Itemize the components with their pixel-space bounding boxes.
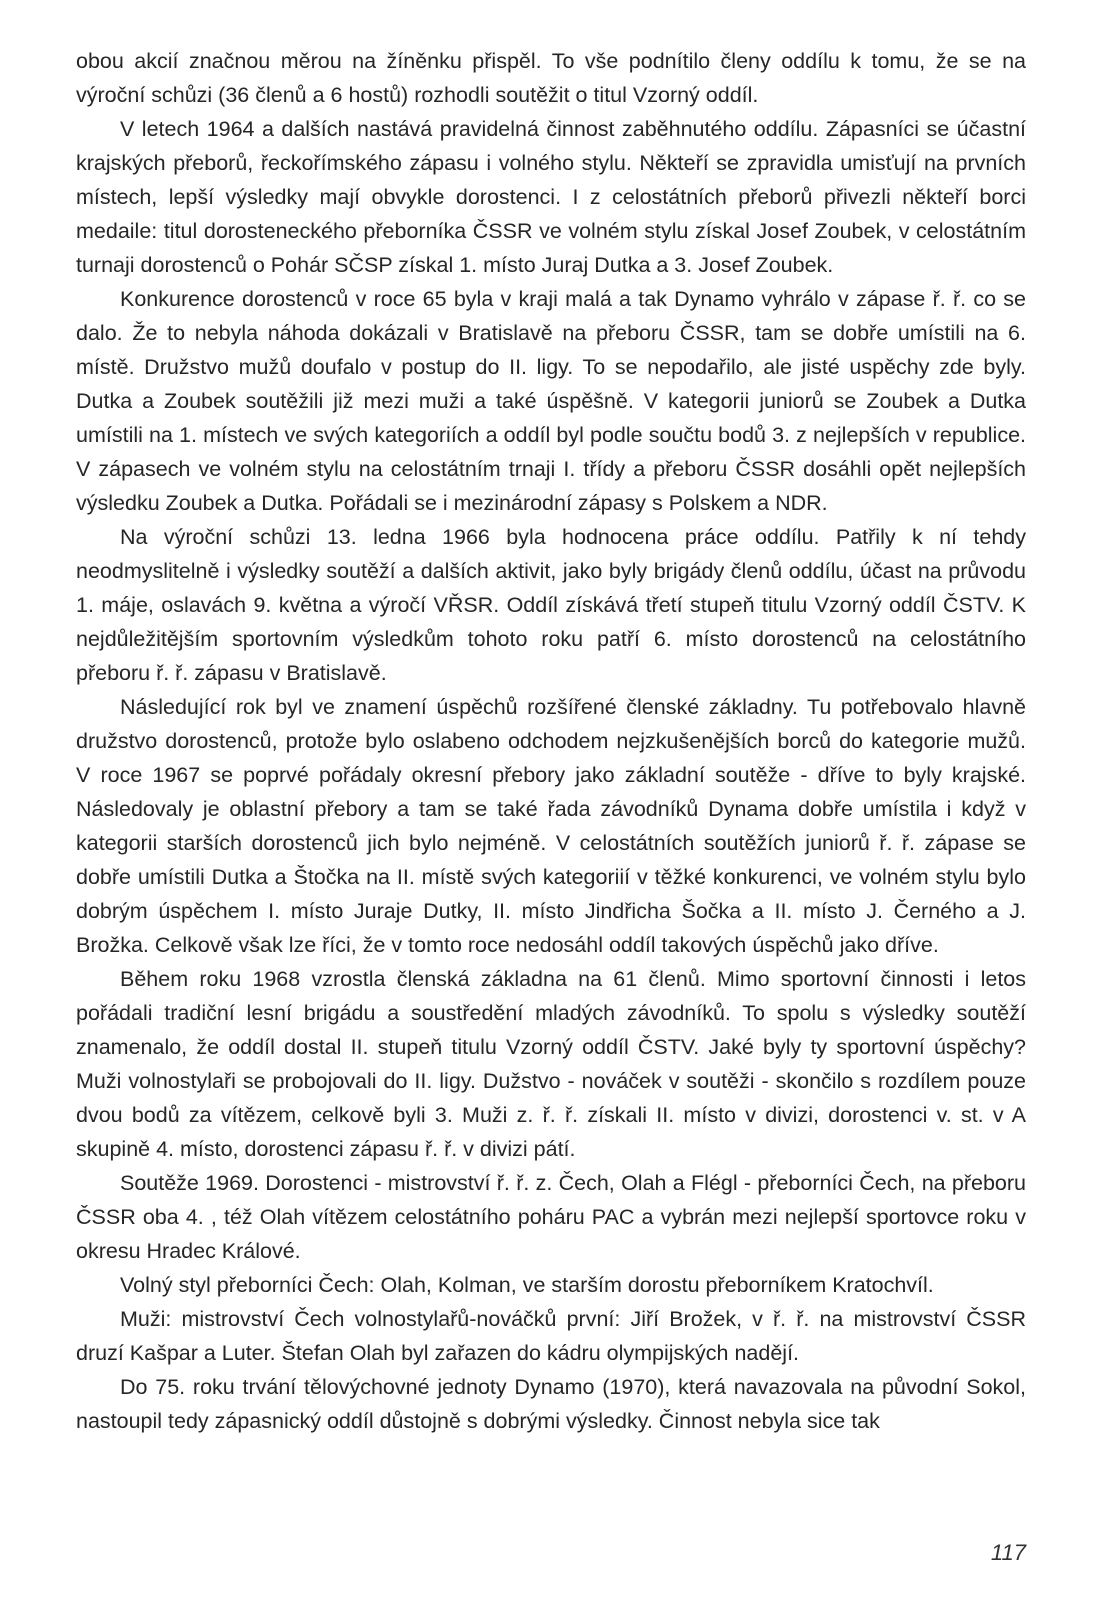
paragraph-10: Do 75. roku trvání tělovýchovné jednoty Dynamo (1970), která navazovala na původní Sokol, nastoupil tedy zápasnický oddíl důstojně s dobrými výsledky. Činnost nebyla sice tak [76, 1375, 1026, 1433]
paragraph-8: Volný styl přeborníci Čech: Olah, Kolman, ve starším dorostu přeborníkem Kratochvíl. [120, 1273, 934, 1297]
paragraph-9: Muži: mistrovství Čech volnostylařů-nováčků první: Jiří Brožek, v ř. ř. na mistrovství ČSSR druzí Kašpar a Luter. Štefan Olah byl zařazen do kádru olympijských nadějí. [76, 1307, 1026, 1365]
paragraph-5: Následující rok byl ve znamení úspěchů rozšířené členské základny. Tu potřebovalo hlavně družstvo dorostenců, protože bylo oslabeno odchodem nejzkušenějších borců do kategorie mužů. V roce 1967 se poprvé pořádaly okresní přebory jako základní soutěže - dříve to byly krajské. Následovaly je oblastní přebory a tam se také řada závodníků Dynama dobře umístila i když v kategorii starších dorostenců jich bylo nejméně. V celostátních soutěžích juniorů ř. ř. zápase se dobře umístili Dutka a Štočka na II. místě svých kategoriií v těžké konkurenci, ve volném stylu bylo dobrým úspěchem I. místo Juraje Dutky, II. místo Jindřicha Šočka a II. místo J. Černého a J. Brožka. Celkově však lze říci, že v tomto roce nedosáhl oddíl takových úspěchů jako dříve. [76, 695, 1026, 957]
page-number: 117 [990, 1540, 1026, 1565]
page-body [76, 44, 1026, 1438]
paragraph-7: Soutěže 1969. Dorostenci - mistrovství ř. ř. z. Čech, Olah a Flégl - přeborníci Čech, na přeboru ČSSR oba 4. , též Olah vítězem celostátního poháru PAC a vybrán mezi nejlepší sportovce roku v okresu Hradec Králové. [76, 1171, 1026, 1263]
paragraph-3: Konkurence dorostenců v roce 65 byla v kraji malá a tak Dynamo vyhrálo v zápase ř. ř. co se dalo. Že to nebyla náhoda dokázali v Bratislavě na přeboru ČSSR, tam se dobře umístili na 6. místě. Družstvo mužů doufalo v postup do II. ligy. To se nepodařilo, ale jisté uspěchy zde byly. Dutka a Zoubek soutěžili již mezi muži a také úspěšně. V kategorii juniorů se Zoubek a Dutka umístili na 1. místech ve svých kategoriích a oddíl byl podle součtu bodů 3. z nejlepších v republice. V zápasech ve volném stylu na celostátním trnaji I. třídy a přeboru ČSSR dosáhli opět nejlepších výsledku Zoubek a Dutka. Pořádali se i mezinárodní zápasy s Polskem a NDR. [76, 287, 1026, 515]
paragraph-1: obou akcií značnou měrou na žíněnku přispěl. To vše podnítilo členy oddílu k tomu, že se na výroční schůzi (36 členů a 6 hostů) rozhodli soutěžit o titul Vzorný oddíl. [76, 49, 1026, 107]
paragraph-6: Během roku 1968 vzrostla členská základna na 61 členů. Mimo sportovní činnosti i letos pořádali tradiční lesní brigádu a soustředění mladých závodníků. To spolu s výsledky soutěží znamenalo, že oddíl dostal II. stupeň titulu Vzorný oddíl ČSTV. Jaké byly ty sportovní úspěchy? Muži volnostylaři se probojovali do II. ligy. Dužstvo - nováček v soutěži - skončilo s rozdílem pouze dvou bodů za vítězem, celkově byli 3. Muži z. ř. ř. získali II. místo v divizi, dorostenci v. st. v A skupině 4. místo, dorostenci zápasu ř. ř. v divizi pátí. [76, 967, 1026, 1161]
paragraph-4: Na výroční schůzi 13. ledna 1966 byla hodnocena práce oddílu. Patřily k ní tehdy neodmyslitelně i výsledky soutěží a dalších aktivit, jako byly brigády členů oddílu, účast na průvodu 1. máje, oslavách 9. května a výročí VŘSR. Oddíl získává třetí stupeň titulu Vzorný oddíl ČSTV. K nejdůležitějším sportovním výsledkům tohoto roku patří 6. místo dorostenců na celostátního přeboru ř. ř. zápasu v Bratislavě. [76, 525, 1026, 685]
paragraph-2: V letech 1964 a dalších nastává pravidelná činnost zaběhnutého oddílu. Zápasníci se účastní krajských přeborů, řeckořímského zápasu i volného stylu. Někteří se zpravidla umisťují na prvních místech, lepší výsledky mají obvykle dorostenci. I z celostátních přeborů přivezli někteří borci medaile: titul dorosteneckého přeborníka ČSSR ve volném stylu získal Josef Zoubek, v celostátním turnaji dorostenců o Pohár SČSP získal 1. místo Juraj Dutka a 3. Josef Zoubek. [76, 117, 1026, 277]
